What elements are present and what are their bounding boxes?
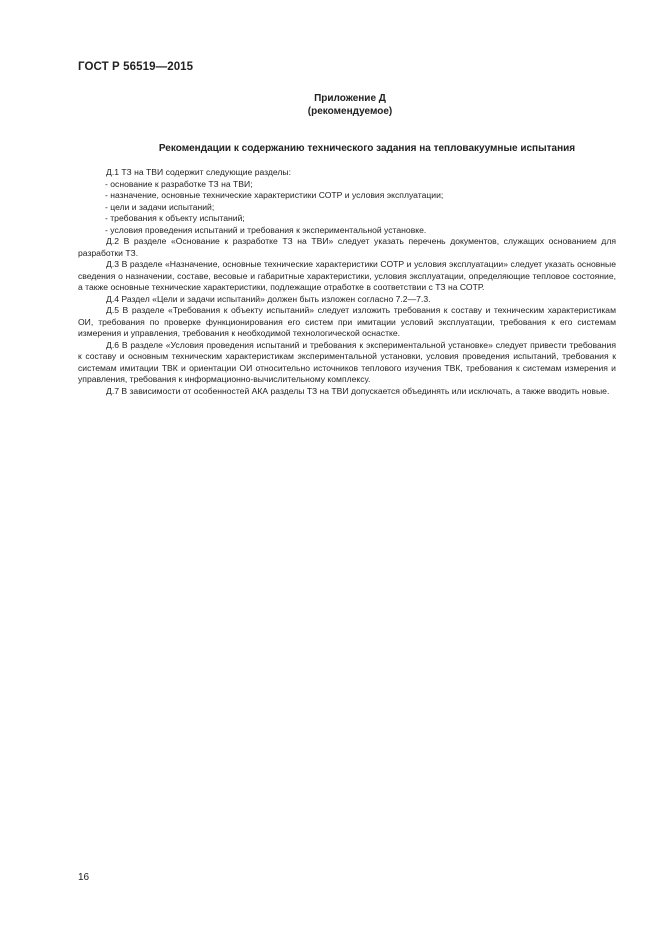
list-item: - условия проведения испытаний и требования к экспериментальной установке. — [105, 224, 427, 235]
appendix-title: Приложение Д — [314, 93, 386, 104]
appendix-subtitle: (рекомендуемое) — [307, 106, 393, 117]
list-item: - основание к разработке ТЗ на ТВИ; — [105, 178, 253, 189]
paragraph-d3: Д.3 В разделе «Назначение, основные технические характеристики СОТР и условия эксплуатации» следует указать основные сведения о назначении, составе, весовые и габаритные характеристики, условия эксплуатации, определяющие тепловое состояние, а также основные технические характеристики, подлежащие отработке в соответствии с ТЗ на СОТР. — [78, 259, 616, 292]
paragraph-d4: Д.4 Раздел «Цели и задачи испытаний» должен быть изложен согласно 7.2—7.3. — [106, 293, 431, 304]
appendix-heading — [250, 92, 450, 118]
body-text — [78, 167, 616, 397]
page-number: 16 — [78, 872, 90, 883]
paragraph-d6: Д.6 В разделе «Условия проведения испытаний и требования к экспериментальной установке» следует привести требования к составу и основным техническим характеристикам экспериментальной установки, условия проведения испытаний, требования к системам имитации ТВК и ориентации ОИ относительно источников теплового изучения ТВК, требования к системам измерения и управления, требования к информационно-вычислительному комплексу. — [78, 339, 616, 384]
paragraph-d2: Д.2 В разделе «Основание к разработке ТЗ на ТВИ» следует указать перечень документов, служащих основанием для разработки ТЗ. — [78, 236, 616, 258]
paragraph-d1-intro: Д.1 ТЗ на ТВИ содержит следующие разделы: — [106, 167, 291, 177]
section-title: Рекомендации к содержанию технического задания на тепловакуумные испытания — [158, 143, 576, 154]
document-code: ГОСТ Р 56519—2015 — [78, 61, 194, 73]
list-item: - назначение, основные технические характеристики СОТР и условия эксплуатации; — [105, 190, 444, 200]
paragraph-d7: Д.7 В зависимости от особенностей АКА разделы ТЗ на ТВИ допускается объединять или исключать, а также вводить новые. — [106, 385, 610, 396]
list-item: - требования к объекту испытаний; — [105, 213, 245, 223]
paragraph-d5: Д.5 В разделе «Требования к объекту испытаний» следует изложить требования к составу и техническим характеристикам ОИ, требования по проверке функционирования его систем при имитации условий эксплуатации, требования к его системам измерения и управления, требования к необходимой технологической оснастке. — [78, 305, 616, 338]
list-item: - цели и задачи испытаний; — [105, 201, 215, 212]
